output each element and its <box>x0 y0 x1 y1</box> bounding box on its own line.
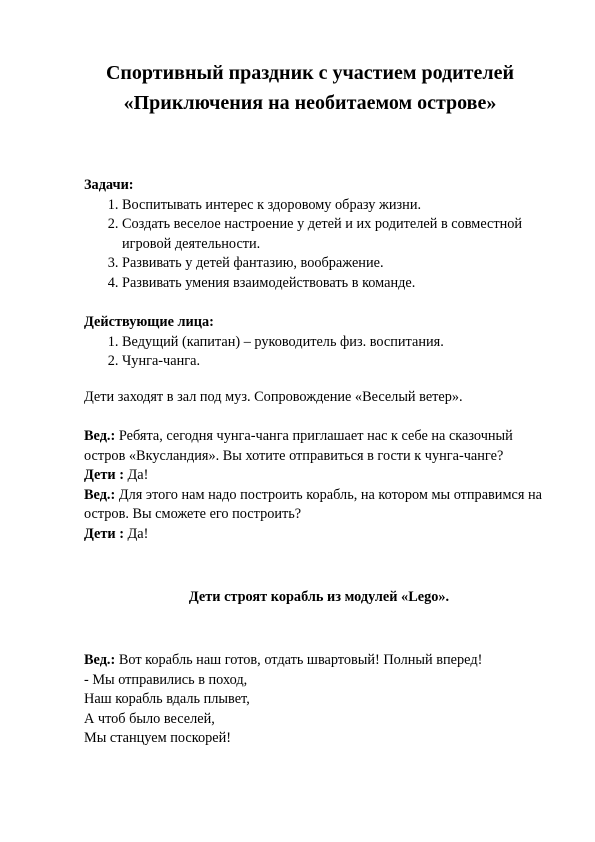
speaker-label: Дети : <box>84 525 124 542</box>
speech-text: Для этого нам надо построить корабль, на котором мы отправимся на остров. Вы сможете его построить? <box>84 486 542 522</box>
speaker-label: Вед.: <box>84 486 116 503</box>
characters-section <box>84 313 554 372</box>
dialogue-line <box>84 651 554 671</box>
speech-text: Вот корабль наш готов, отдать швартовый! Полный вперед! <box>115 652 483 668</box>
list-item: 1. Ведущий (капитан) – руководитель физ. воспитания. <box>122 333 554 353</box>
speech-text: Ребята, сегодня чунга-чанга приглашает нас к себе на сказочный остров «Вкусландия». Вы хотите отправиться в гости к чунга-чанге? <box>84 428 513 464</box>
tasks-list <box>84 196 554 294</box>
speaker-label: Дети : <box>84 467 124 483</box>
speaker-label: Вед.: <box>84 428 116 444</box>
title-line-1: Спортивный праздник с участием родителей <box>105 62 515 84</box>
list-item: 4. Развивать умения взаимодействовать в команде. <box>122 274 554 294</box>
tasks-heading: Задачи: <box>84 177 134 193</box>
speech-text: Да! <box>123 525 149 542</box>
dialogue-line <box>84 486 554 525</box>
list-item: 3. Развивать у детей фантазию, воображение. <box>122 254 554 274</box>
final-section <box>84 651 554 749</box>
characters-list <box>84 333 554 372</box>
dialogue-line <box>84 525 554 545</box>
characters-heading: Действующие лица: <box>84 314 214 330</box>
list-item: 2. Создать веселое настроение у детей и их родителей в совместной игровой деятельности. <box>122 215 554 254</box>
speaker-label: Вед.: <box>84 652 116 668</box>
verse-line: А чтоб было веселей, <box>84 710 215 727</box>
tasks-section <box>84 176 554 293</box>
intro-text: Дети заходят в зал под муз. Сопровождение «Веселый ветер». <box>84 389 463 405</box>
verse-line: - Мы отправились в поход, <box>84 671 248 688</box>
intro-paragraph <box>84 388 554 408</box>
dialogue-line <box>84 466 554 486</box>
action-heading: Дети строят корабль из модулей «Lego». <box>188 589 450 605</box>
speech-text: Да! <box>123 467 149 483</box>
list-item: 2. Чунга-чанга. <box>122 352 554 372</box>
page-title <box>60 58 560 118</box>
verse-line: Наш корабль вдаль плывет, <box>84 691 250 707</box>
dialogue-line <box>84 427 554 466</box>
verse-line: Мы станцуем поскорей! <box>84 730 232 746</box>
dialogue-section <box>84 427 554 544</box>
title-line-2: «Приключения на необитаемом острове» <box>123 92 497 114</box>
list-item: 1. Воспитывать интерес к здоровому образу жизни. <box>122 196 554 216</box>
